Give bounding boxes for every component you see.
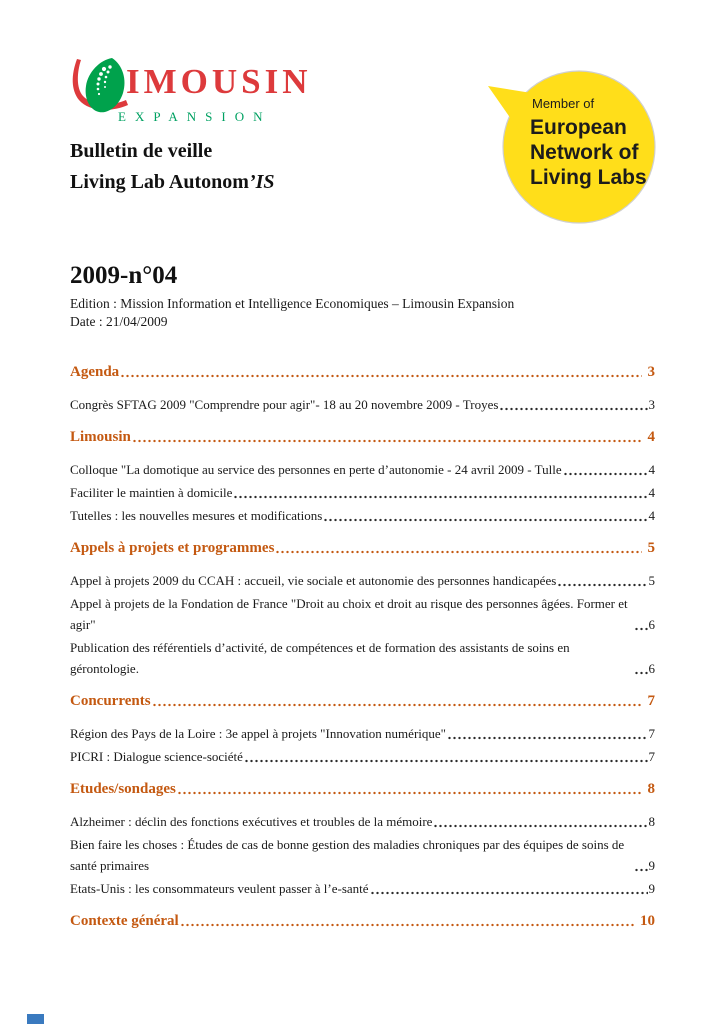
- toc-page-number: 4: [648, 485, 655, 500]
- toc-entry[interactable]: [70, 834, 655, 876]
- toc-heading-label: Appels à projets et programmes: [70, 540, 275, 556]
- toc-entry[interactable]: [70, 459, 655, 480]
- toc-entry[interactable]: [70, 394, 655, 415]
- toc-entry[interactable]: [70, 505, 655, 526]
- toc-page-number: 4: [648, 462, 655, 477]
- toc-page-number: 7: [648, 726, 655, 741]
- dot-leader: [433, 811, 647, 832]
- toc-page-number: 3: [648, 397, 655, 412]
- limousin-expansion-logo: [68, 56, 348, 136]
- title-living-lab-italic: ’IS: [248, 171, 275, 193]
- badge-line-network: Network of: [530, 141, 639, 164]
- toc-entry[interactable]: [70, 723, 655, 744]
- toc-heading-etudes[interactable]: [70, 781, 655, 797]
- logo-limousin-text: IMOUSIN: [126, 62, 312, 101]
- toc-heading-label: Concurrents: [70, 693, 151, 709]
- badge-line-european: European: [530, 116, 627, 139]
- enoll-member-badge: [482, 60, 667, 232]
- toc-entry-label: Appel à projets de la Fondation de France "Droit au choix et droit au risque des personnes âgées. Former et agir": [70, 596, 628, 632]
- table-of-contents: [70, 364, 655, 943]
- toc-entry[interactable]: [70, 570, 655, 591]
- dot-leader: [180, 913, 634, 929]
- toc-page-number: 4: [647, 429, 655, 445]
- toc-entry[interactable]: [70, 482, 655, 503]
- dot-leader: [447, 723, 648, 744]
- title-bulletin: Bulletin de veille: [70, 140, 213, 162]
- toc-entry-label: Congrès SFTAG 2009 "Comprendre pour agir"- 18 au 20 novembre 2009 - Troyes: [70, 397, 499, 412]
- dot-leader: [370, 878, 648, 899]
- toc-page-number: 9: [648, 858, 655, 873]
- toc-heading-label: Contexte général: [70, 913, 179, 929]
- toc-heading-concurrents[interactable]: [70, 693, 655, 709]
- toc-heading-label: Limousin: [70, 429, 131, 445]
- toc-section-appels: [70, 540, 655, 679]
- dot-leader: [634, 855, 648, 876]
- toc-page-number: 4: [648, 508, 655, 523]
- toc-section-limousin: [70, 429, 655, 526]
- dot-leader: [634, 658, 648, 679]
- dot-leader: [244, 746, 648, 767]
- toc-heading-appels[interactable]: [70, 540, 655, 556]
- dot-leader: [499, 394, 647, 415]
- title-living-lab-main: Living Lab Autonom: [70, 171, 249, 193]
- badge-line-livinglabs: Living Labs: [530, 166, 647, 189]
- toc-entry[interactable]: [70, 593, 655, 635]
- dot-leader: [177, 781, 642, 797]
- toc-section-agenda: [70, 364, 655, 415]
- issue-number: 2009-n°04: [70, 262, 178, 289]
- toc-entry[interactable]: [70, 811, 655, 832]
- title-living-lab: [70, 172, 275, 192]
- toc-page-number: 6: [648, 617, 655, 632]
- toc-section-concurrents: [70, 693, 655, 767]
- dot-leader: [120, 364, 641, 380]
- toc-page-number: 9: [648, 881, 655, 896]
- toc-page-number: 8: [647, 781, 655, 797]
- dot-leader: [563, 459, 648, 480]
- toc-page-number: 10: [640, 913, 655, 929]
- toc-entry[interactable]: [70, 878, 655, 899]
- dot-leader: [233, 482, 647, 503]
- toc-page-number: 8: [648, 814, 655, 829]
- toc-heading-label: Agenda: [70, 364, 120, 380]
- toc-page-number: 7: [647, 693, 655, 709]
- toc-entry-label: Publication des référentiels d’activité, de compétences et de formation des assistants de soins en gérontologie.: [70, 640, 570, 676]
- toc-page-number: 5: [648, 573, 655, 588]
- toc-entry-label: Tutelles : les nouvelles mesures et modifications: [70, 508, 323, 523]
- issue-date: Date : 21/04/2009: [70, 313, 168, 329]
- toc-section-contexte: [70, 913, 655, 929]
- toc-section-etudes: [70, 781, 655, 899]
- toc-heading-contexte[interactable]: [70, 913, 655, 929]
- toc-heading-agenda[interactable]: [70, 364, 655, 380]
- dot-leader: [634, 614, 648, 635]
- toc-page-number: 5: [647, 540, 655, 556]
- toc-entry-label: Colloque "La domotique au service des personnes en perte d’autonomie - 24 avril 2009 - Tulle: [70, 462, 562, 477]
- toc-page-number: 3: [647, 364, 655, 380]
- toc-entry-label: PICRI : Dialogue science-société: [70, 749, 243, 764]
- badge-text: [530, 96, 647, 190]
- toc-entry[interactable]: [70, 637, 655, 679]
- toc-entry-label: Appel à projets 2009 du CCAH : accueil, vie sociale et autonomie des personnes handicapées: [70, 573, 557, 588]
- document-titles: [70, 141, 275, 203]
- issue-edition: Edition : Mission Information et Intelligence Economiques – Limousin Expansion: [70, 296, 515, 311]
- toc-entry-label: Etats-Unis : les consommateurs veulent passer à l’e-santé: [70, 881, 369, 896]
- next-page-sliver: [27, 1014, 44, 1024]
- dot-leader: [323, 505, 647, 526]
- logo-expansion-text: EXPANSION: [118, 109, 272, 124]
- dot-leader: [275, 540, 641, 556]
- badge-member-of: Member of: [532, 96, 595, 111]
- toc-entry-label: Bien faire les choses : Études de cas de bonne gestion des maladies chroniques par des équipes de soins de santé primaires: [70, 837, 625, 873]
- toc-page-number: 7: [648, 749, 655, 764]
- toc-entry-label: Alzheimer : déclin des fonctions exécutives et troubles de la mémoire: [70, 814, 433, 829]
- dot-leader: [132, 429, 642, 445]
- toc-entry[interactable]: [70, 746, 655, 767]
- dot-leader: [152, 693, 642, 709]
- toc-heading-label: Etudes/sondages: [70, 781, 176, 797]
- issue-block: [70, 263, 514, 330]
- toc-entry-label: Région des Pays de la Loire : 3e appel à projets "Innovation numérique": [70, 726, 446, 741]
- toc-page-number: 6: [648, 661, 655, 676]
- dot-leader: [557, 570, 647, 591]
- toc-entry-label: Faciliter le maintien à domicile: [70, 485, 233, 500]
- toc-heading-limousin[interactable]: [70, 429, 655, 445]
